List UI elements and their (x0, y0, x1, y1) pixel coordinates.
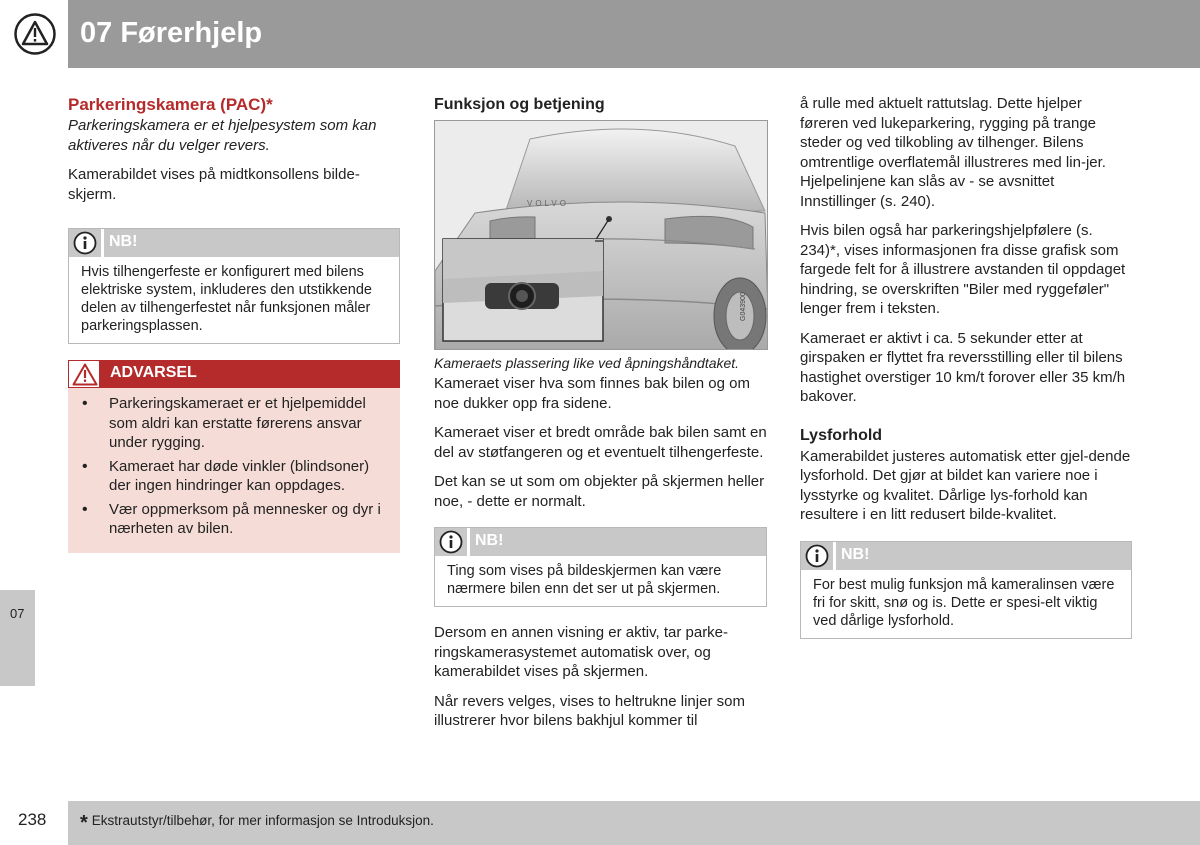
figure-caption: Kameraets plassering like ved åpningshåndtaket. (434, 355, 740, 371)
paragraph: Kamerabildet justeres automatisk etter gjel-dende lysforhold. Det gjør at bildet kan variere noe i lysstyrke og kvalitet. Dårlige lys-forhold kan resultere i en litt redusert bilde-kvalitet. (800, 447, 1131, 523)
info-icon (73, 231, 97, 255)
chapter-tab-label: 07 (10, 606, 25, 621)
figure-code: G043900 (740, 292, 747, 321)
sub-heading: Funksjon og betjening (434, 96, 605, 113)
warning-list (82, 394, 388, 539)
info-icon (805, 544, 829, 568)
page-header (0, 0, 1200, 68)
warning-item: • Parkeringskameraet er et hjelpemiddel som aldri kan erstatte førerens ansvar under rygging. (82, 394, 388, 453)
note-text: Hvis tilhengerfeste er konfigurert med bilens elektriske system, inkluderes den utstikkende delen av tilhengerfestet når funksjonen måler parkeringsplassen. (81, 264, 372, 334)
note-title: NB! (475, 532, 504, 549)
chapter-tab (0, 590, 35, 686)
note-title: NB! (841, 545, 870, 563)
side-margin (0, 68, 68, 845)
paragraph: å rulle med aktuelt rattutslag. Dette hjelper føreren ved lukeparkering, rygging på trange steder og ved tilkobling av tilhenger. Bilens omtrentlige overflatemål illustreres med lin-jer. Hjelpelinjene kan slås av - se avsnittet Innstillinger (s. 240). (800, 95, 1106, 210)
note-title: NB! (109, 233, 138, 250)
note-header (801, 542, 1131, 570)
note-box (68, 228, 400, 344)
car-rear-illustration (435, 121, 768, 350)
warning-triangle-icon (14, 13, 56, 55)
footnote (80, 812, 434, 835)
paragraph: Når revers velges, vises to heltrukne linjer som illustrerer hvor bilens bakhjul kommer til (434, 692, 745, 729)
note-text: For best mulig funksjon må kameralinsen være fri for skitt, snø og is. Dette er spesi-elt viktig ved dårlige lysforhold. (813, 576, 1115, 629)
footnote-star: * (80, 812, 88, 834)
warning-header (68, 360, 400, 388)
chapter-title: 07 Førerhjelp (80, 17, 263, 49)
column-3 (800, 94, 1132, 639)
footnote-text: Ekstrautstyr/tilbehør, for mer informasjon se Introduksjon. (91, 813, 434, 828)
intro-text: Parkeringskamera er et hjelpesystem som kan aktiveres når du velger revers. (68, 117, 377, 154)
paragraph: Kameraet viser et bredt område bak bilen samt en del av støtfangeren og et eventuelt tilhengerfeste. (434, 424, 767, 461)
paragraph: Kameraet er aktivt i ca. 5 sekunder etter at girspaken er flyttet fra reversstilling eller til bilens hastighet overstiger 10 km/t forover eller 35 km/h bakover. (800, 329, 1126, 405)
note-header (435, 528, 766, 556)
note-header (69, 229, 399, 257)
column-1 (68, 94, 400, 553)
warning-item: • Kameraet har døde vinkler (blindsoner) der ingen hindringer kan oppdages. (82, 457, 388, 496)
note-box (800, 541, 1132, 639)
warning-box (68, 360, 400, 553)
info-icon (439, 530, 463, 554)
sub-heading: Lysforhold (800, 426, 883, 444)
note-box (434, 527, 767, 607)
warning-title: ADVARSEL (110, 364, 197, 381)
page-number: 238 (18, 810, 47, 829)
header-icon-area (0, 0, 68, 68)
paragraph: Det kan se ut som om objekter på skjermen heller noe, - dette er normalt. (434, 473, 765, 510)
section-title: Parkeringskamera (PAC)* (68, 95, 273, 114)
paragraph: Kamerabildet vises på midtkonsollens bilde-skjerm. (68, 166, 360, 203)
paragraph: Hvis bilen også har parkeringshjelpfølere (s. 234)*, vises informasjonen fra disse grafisk som fargede felt for å illustrere avstanden til oppdaget hindring, se overskriften "Biler med ryggeføler" lenger frem i teksten. (800, 222, 1126, 317)
car-rear-camera-illustration (434, 120, 768, 350)
paragraph: Dersom en annen visning er aktiv, tar parke-ringskamerasystemet automatisk over, og kamerabildet vises på skjermen. (434, 624, 729, 680)
car-brand-text: VOLVO (527, 199, 569, 208)
column-2 (434, 94, 767, 731)
paragraph: Kameraet viser hva som finnes bak bilen og om noe dukker opp fra sidene. (434, 375, 750, 412)
warning-triangle-icon (72, 363, 98, 386)
warning-item: • Vær oppmerksom på mennesker og dyr i nærheten av bilen. (82, 500, 388, 539)
note-text: Ting som vises på bildeskjermen kan være nærmere bilen enn det ser ut på skjermen. (447, 563, 722, 597)
